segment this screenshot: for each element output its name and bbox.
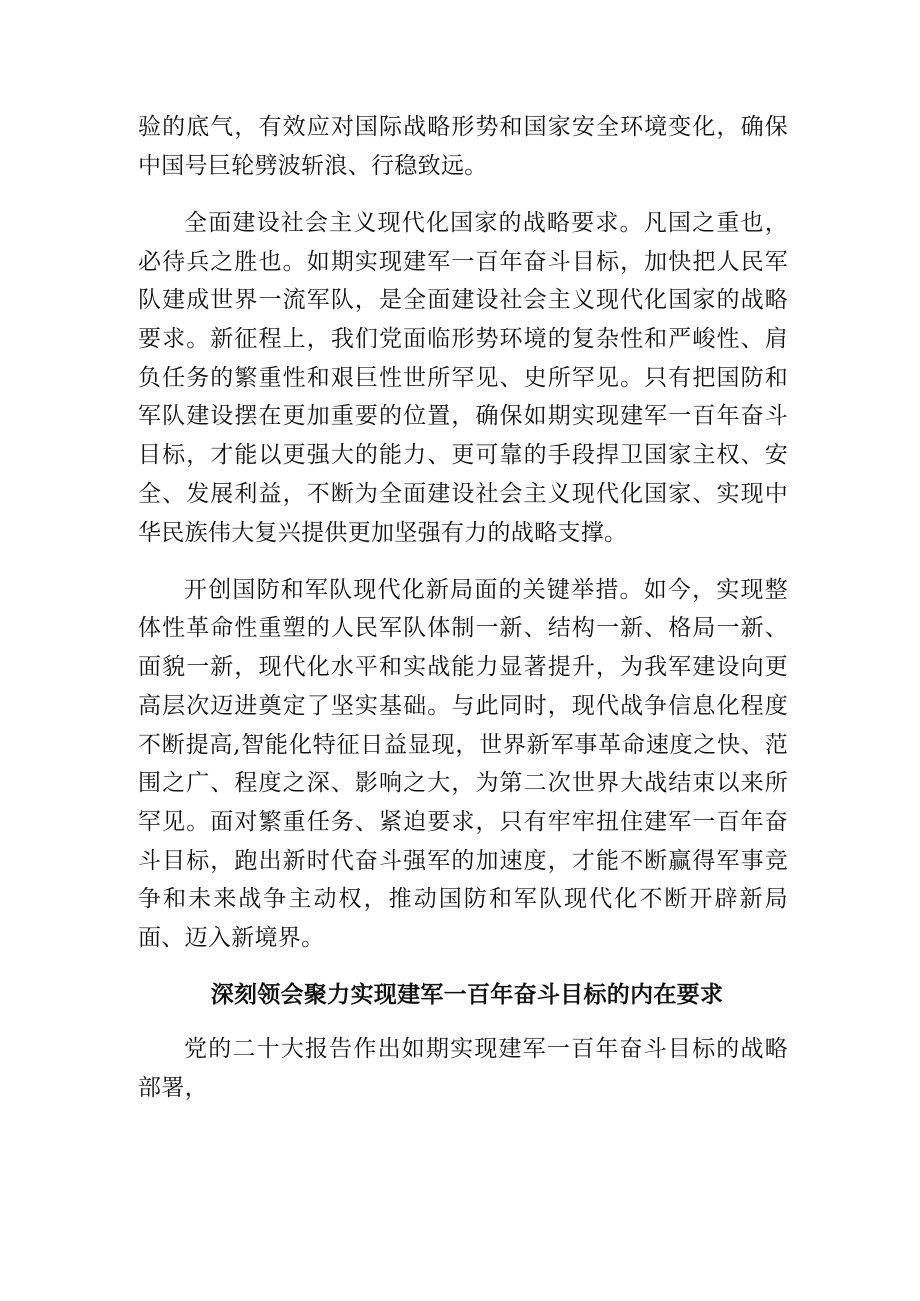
paragraph-key-measures: 开创国防和军队现代化新局面的关键举措。如今，实现整体性革命性重塑的人民军队体制一新、结构一新、格局一新、面貌一新，现代化水平和实战能力显著提升，为我军建设向更高层次迈进奠定了坚实基础。与此同时，现代战争信息化程度不断提高,智能化特征日益显现，世界新军事革命速度之快、范围之广、程度之深、影响之大，为第二次世界大战结束以来所罕见。面对繁重任务、紧迫要求，只有牢牢扭住建军一百年奋斗目标，跑出新时代奋斗强军的加速度，才能不断赢得军事竞争和未来战争主动权，推动国防和军队现代化不断开辟新局面、迈入新境界。 bbox=[138, 576, 788, 952]
document-page bbox=[138, 108, 788, 1107]
paragraph-party-congress: 党的二十大报告作出如期实现建军一百年奋斗目标的战略部署， bbox=[138, 1035, 788, 1101]
section-heading: 深刻领会聚力实现建军一百年奋斗目标的内在要求 bbox=[210, 981, 724, 1009]
paragraph-continuation: 验的底气，有效应对国际战略形势和国家安全环境变化，确保中国号巨轮劈波斩浪、行稳致远。 bbox=[138, 114, 788, 179]
paragraph-strategic-requirement: 全面建设社会主义现代化国家的战略要求。凡国之重也，必待兵之胜也。如期实现建军一百年奋斗目标，加快把人民军队建成世界一流军队，是全面建设社会主义现代化国家的战略要求。新征程上，我们党面临形势环境的复杂性和严峻性、肩负任务的繁重性和艰巨性世所罕见、史所罕见。只有把国防和军队建设摆在更加重要的位置，确保如期实现建军一百年奋斗目标，才能以更强大的能力、更可靠的手段捍卫国家主权、安全、发展利益，不断为全面建设社会主义现代化国家、实现中华民族伟大复兴提供更加坚强有力的战略支撑。 bbox=[138, 209, 788, 546]
